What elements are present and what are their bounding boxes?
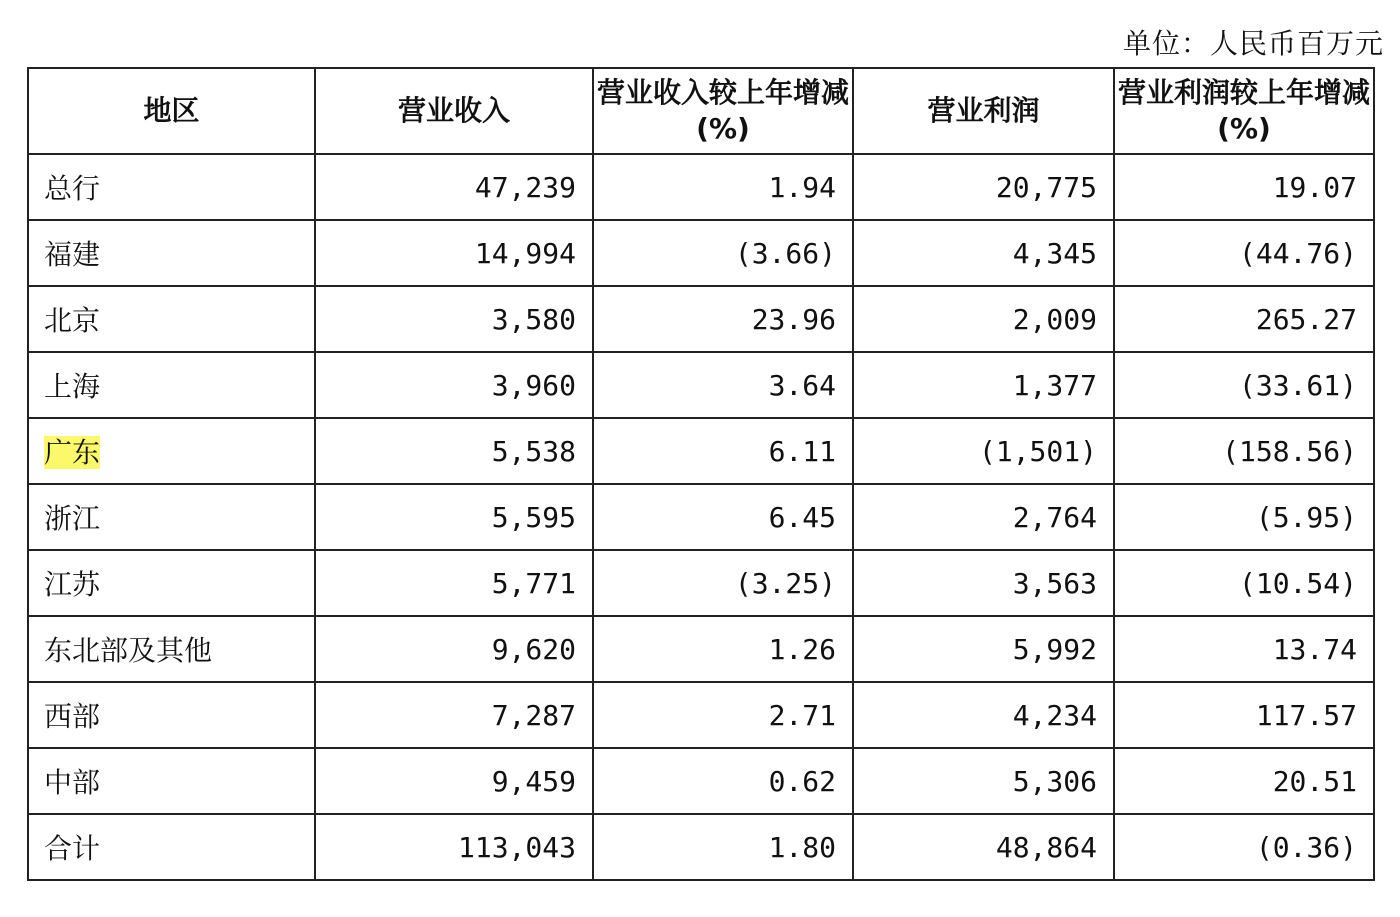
table-row — [28, 814, 1374, 880]
region-name-highlighted: 广东 — [44, 436, 101, 469]
header-revenue-change: 营业收入较上年增减(%) — [593, 68, 853, 154]
region-name: 江苏 — [44, 568, 101, 601]
table-row — [28, 418, 1374, 484]
profit-change-cell: 265.27 — [1114, 286, 1374, 352]
header-profit-change: 营业利润较上年增减(%) — [1114, 68, 1374, 154]
profit-cell: 5,992 — [853, 616, 1114, 682]
region-cell — [28, 616, 315, 682]
table-row — [28, 682, 1374, 748]
region-cell — [28, 484, 315, 550]
region-name: 东北部及其他 — [44, 634, 213, 667]
table-row — [28, 220, 1374, 286]
profit-change-cell: (0.36) — [1114, 814, 1374, 880]
profit-change-cell: (33.61) — [1114, 352, 1374, 418]
revenue-cell: 9,459 — [315, 748, 593, 814]
region-cell — [28, 550, 315, 616]
revenue-change-cell: 0.62 — [593, 748, 853, 814]
table-row — [28, 748, 1374, 814]
revenue-change-cell: 2.71 — [593, 682, 853, 748]
region-name: 北京 — [44, 304, 101, 337]
revenue-cell: 47,239 — [315, 154, 593, 220]
profit-cell: 48,864 — [853, 814, 1114, 880]
revenue-change-cell: 1.80 — [593, 814, 853, 880]
profit-change-cell: 20.51 — [1114, 748, 1374, 814]
profit-change-cell: (158.56) — [1114, 418, 1374, 484]
table-row — [28, 286, 1374, 352]
table-row — [28, 352, 1374, 418]
profit-change-cell: 19.07 — [1114, 154, 1374, 220]
revenue-change-cell: (3.66) — [593, 220, 853, 286]
regional-performance-table — [27, 67, 1375, 881]
unit-label: 单位：人民币百万元 — [1122, 27, 1384, 60]
region-name: 合计 — [44, 832, 101, 865]
revenue-cell: 3,960 — [315, 352, 593, 418]
profit-cell: 5,306 — [853, 748, 1114, 814]
revenue-change-cell: 1.26 — [593, 616, 853, 682]
profit-change-cell: (10.54) — [1114, 550, 1374, 616]
profit-cell: 1,377 — [853, 352, 1114, 418]
region-name: 浙江 — [44, 502, 101, 535]
table-row — [28, 154, 1374, 220]
profit-change-cell: (5.95) — [1114, 484, 1374, 550]
revenue-cell: 9,620 — [315, 616, 593, 682]
profit-cell: 4,234 — [853, 682, 1114, 748]
revenue-change-cell: 3.64 — [593, 352, 853, 418]
profit-change-cell: 117.57 — [1114, 682, 1374, 748]
region-name: 福建 — [44, 238, 101, 271]
table-body — [28, 154, 1374, 880]
profit-cell: 20,775 — [853, 154, 1114, 220]
profit-cell: (1,501) — [853, 418, 1114, 484]
region-cell — [28, 286, 315, 352]
profit-change-cell: 13.74 — [1114, 616, 1374, 682]
revenue-cell: 3,580 — [315, 286, 593, 352]
table-row — [28, 616, 1374, 682]
revenue-cell: 5,595 — [315, 484, 593, 550]
revenue-change-cell: (3.25) — [593, 550, 853, 616]
table-header-row — [28, 68, 1374, 154]
profit-cell: 2,009 — [853, 286, 1114, 352]
profit-cell: 4,345 — [853, 220, 1114, 286]
revenue-cell: 14,994 — [315, 220, 593, 286]
revenue-cell: 7,287 — [315, 682, 593, 748]
revenue-change-cell: 1.94 — [593, 154, 853, 220]
table-row — [28, 550, 1374, 616]
header-revenue: 营业收入 — [315, 68, 593, 154]
region-name: 西部 — [44, 700, 101, 733]
table-row — [28, 484, 1374, 550]
region-cell — [28, 748, 315, 814]
region-cell — [28, 154, 315, 220]
revenue-change-cell: 6.45 — [593, 484, 853, 550]
region-cell — [28, 418, 315, 484]
region-name: 总行 — [44, 172, 101, 205]
region-cell — [28, 220, 315, 286]
header-region: 地区 — [28, 68, 315, 154]
profit-cell: 3,563 — [853, 550, 1114, 616]
region-cell — [28, 682, 315, 748]
revenue-change-cell: 6.11 — [593, 418, 853, 484]
profit-change-cell: (44.76) — [1114, 220, 1374, 286]
revenue-change-cell: 23.96 — [593, 286, 853, 352]
revenue-cell: 113,043 — [315, 814, 593, 880]
region-name: 中部 — [44, 766, 101, 799]
region-name: 上海 — [44, 370, 101, 403]
header-profit: 营业利润 — [853, 68, 1114, 154]
region-cell — [28, 814, 315, 880]
revenue-cell: 5,771 — [315, 550, 593, 616]
profit-cell: 2,764 — [853, 484, 1114, 550]
revenue-cell: 5,538 — [315, 418, 593, 484]
region-cell — [28, 352, 315, 418]
